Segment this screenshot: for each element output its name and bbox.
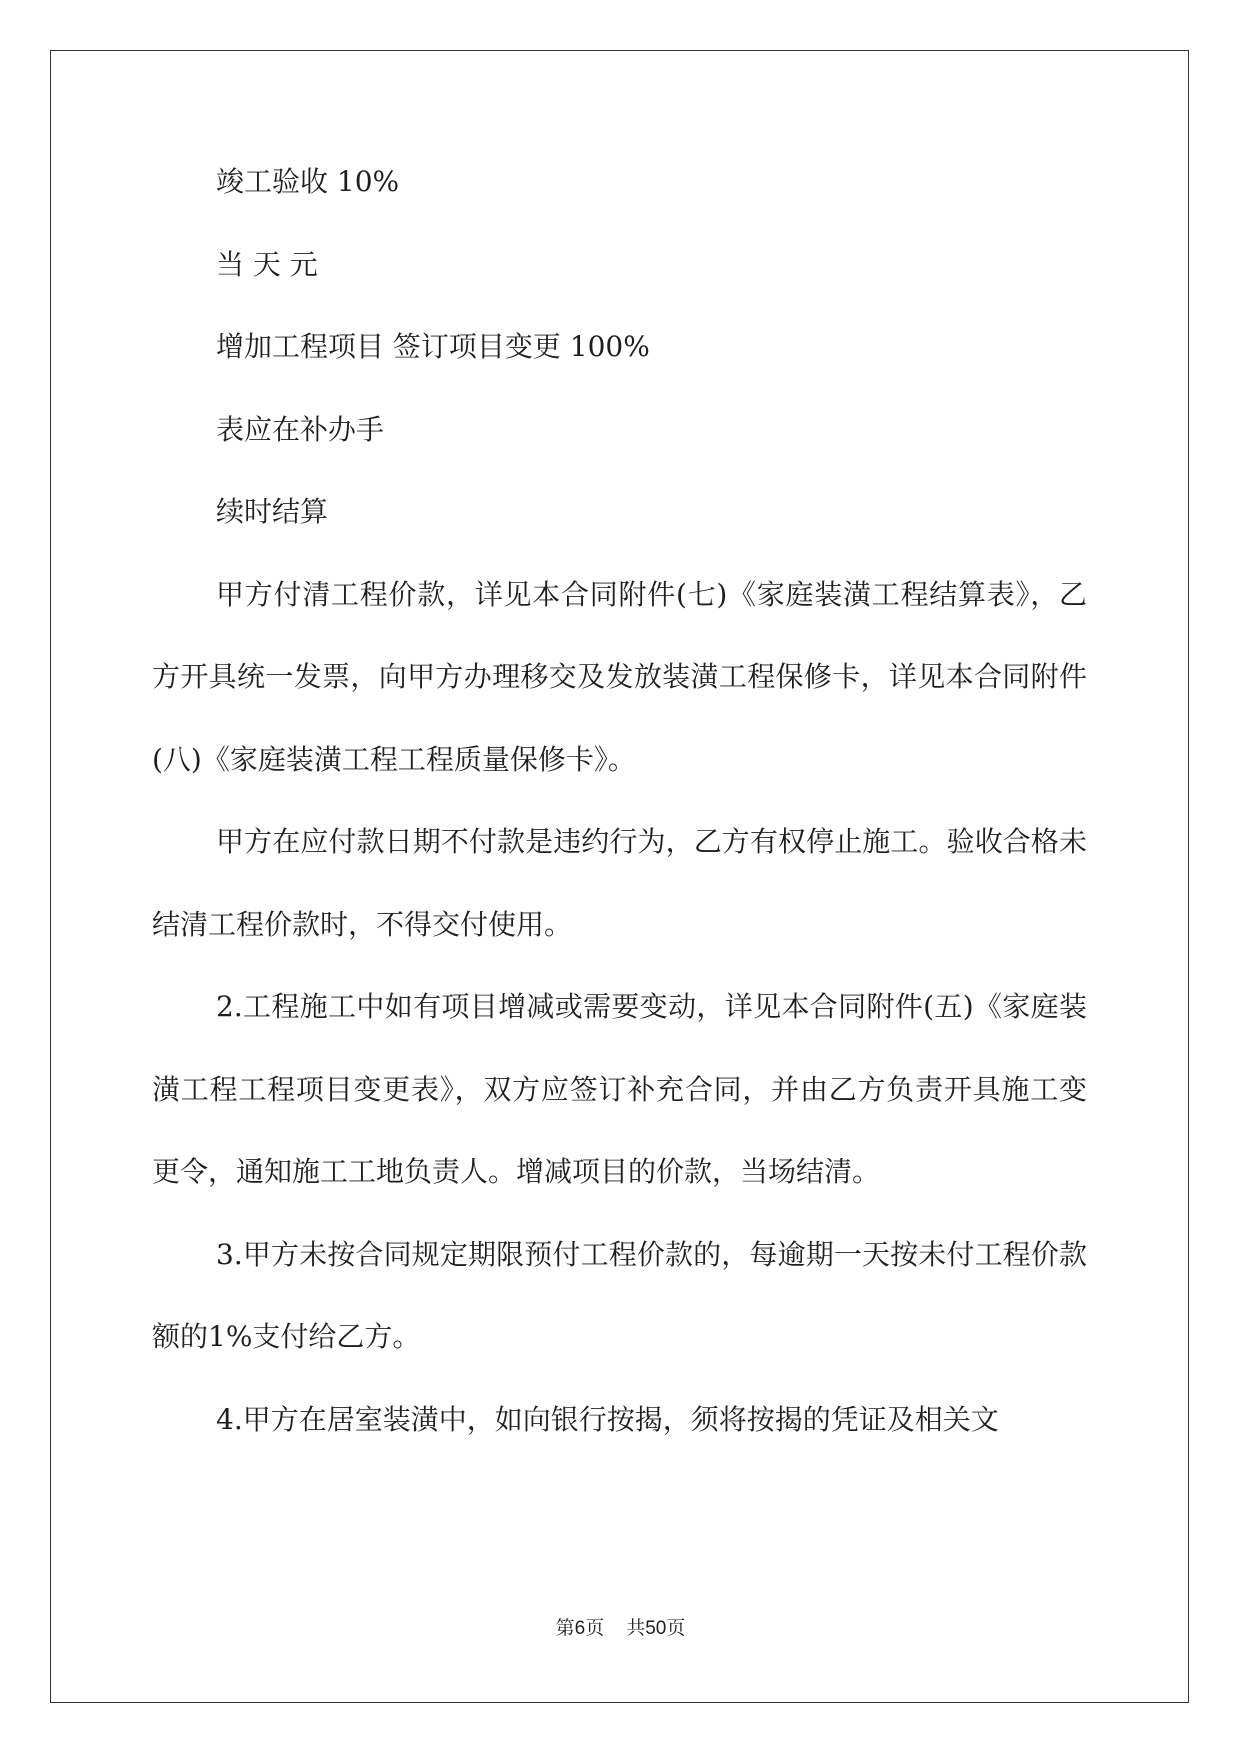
page-number: 6: [574, 1618, 586, 1639]
page-footer: [0, 1613, 1241, 1640]
paragraph: 2.工程施工中如有项目增减或需要变动，详见本合同附件(五)《家庭装潢工程工程项目变更表》，双方应签订补充合同，并由乙方负责开具施工变更令，通知施工工地负责人。增减项目的价款，当场结清。: [152, 990, 1087, 1188]
table-line: 当 天 元: [216, 247, 318, 281]
total-pages: 50: [645, 1618, 667, 1639]
paragraph: 3.甲方未按合同规定期限预付工程价款的，每逾期一天按未付工程价款额的1%支付给乙方。: [152, 1237, 1087, 1353]
document-body: [152, 166, 1087, 1461]
paragraph: 甲方付清工程价款，详见本合同附件(七)《家庭装潢工程结算表》，乙方开具统一发票，向甲方办理移交及发放装潢工程保修卡，详见本合同附件(八)《家庭装潢工程工程质量保修卡》。: [152, 577, 1087, 776]
page-suffix: 页: [585, 1618, 605, 1639]
paragraph: 4.甲方在居室装潢中，如向银行按揭，须将按揭的凭证及相关文: [216, 1402, 999, 1436]
paragraph: 甲方在应付款日期不付款是违约行为，乙方有权停止施工。验收合格未结清工程价款时，不得交付使用。: [152, 825, 1087, 941]
total-prefix: 共: [626, 1618, 646, 1639]
footer-prefix: 第: [555, 1618, 575, 1639]
table-line: 续时结算: [216, 495, 329, 528]
total-suffix: 页: [666, 1618, 686, 1639]
table-line: 表应在补办手: [216, 412, 385, 446]
table-line: 增加工程项目 签订项目变更 100%: [216, 330, 650, 363]
table-line: 竣工验收 10%: [216, 165, 400, 198]
